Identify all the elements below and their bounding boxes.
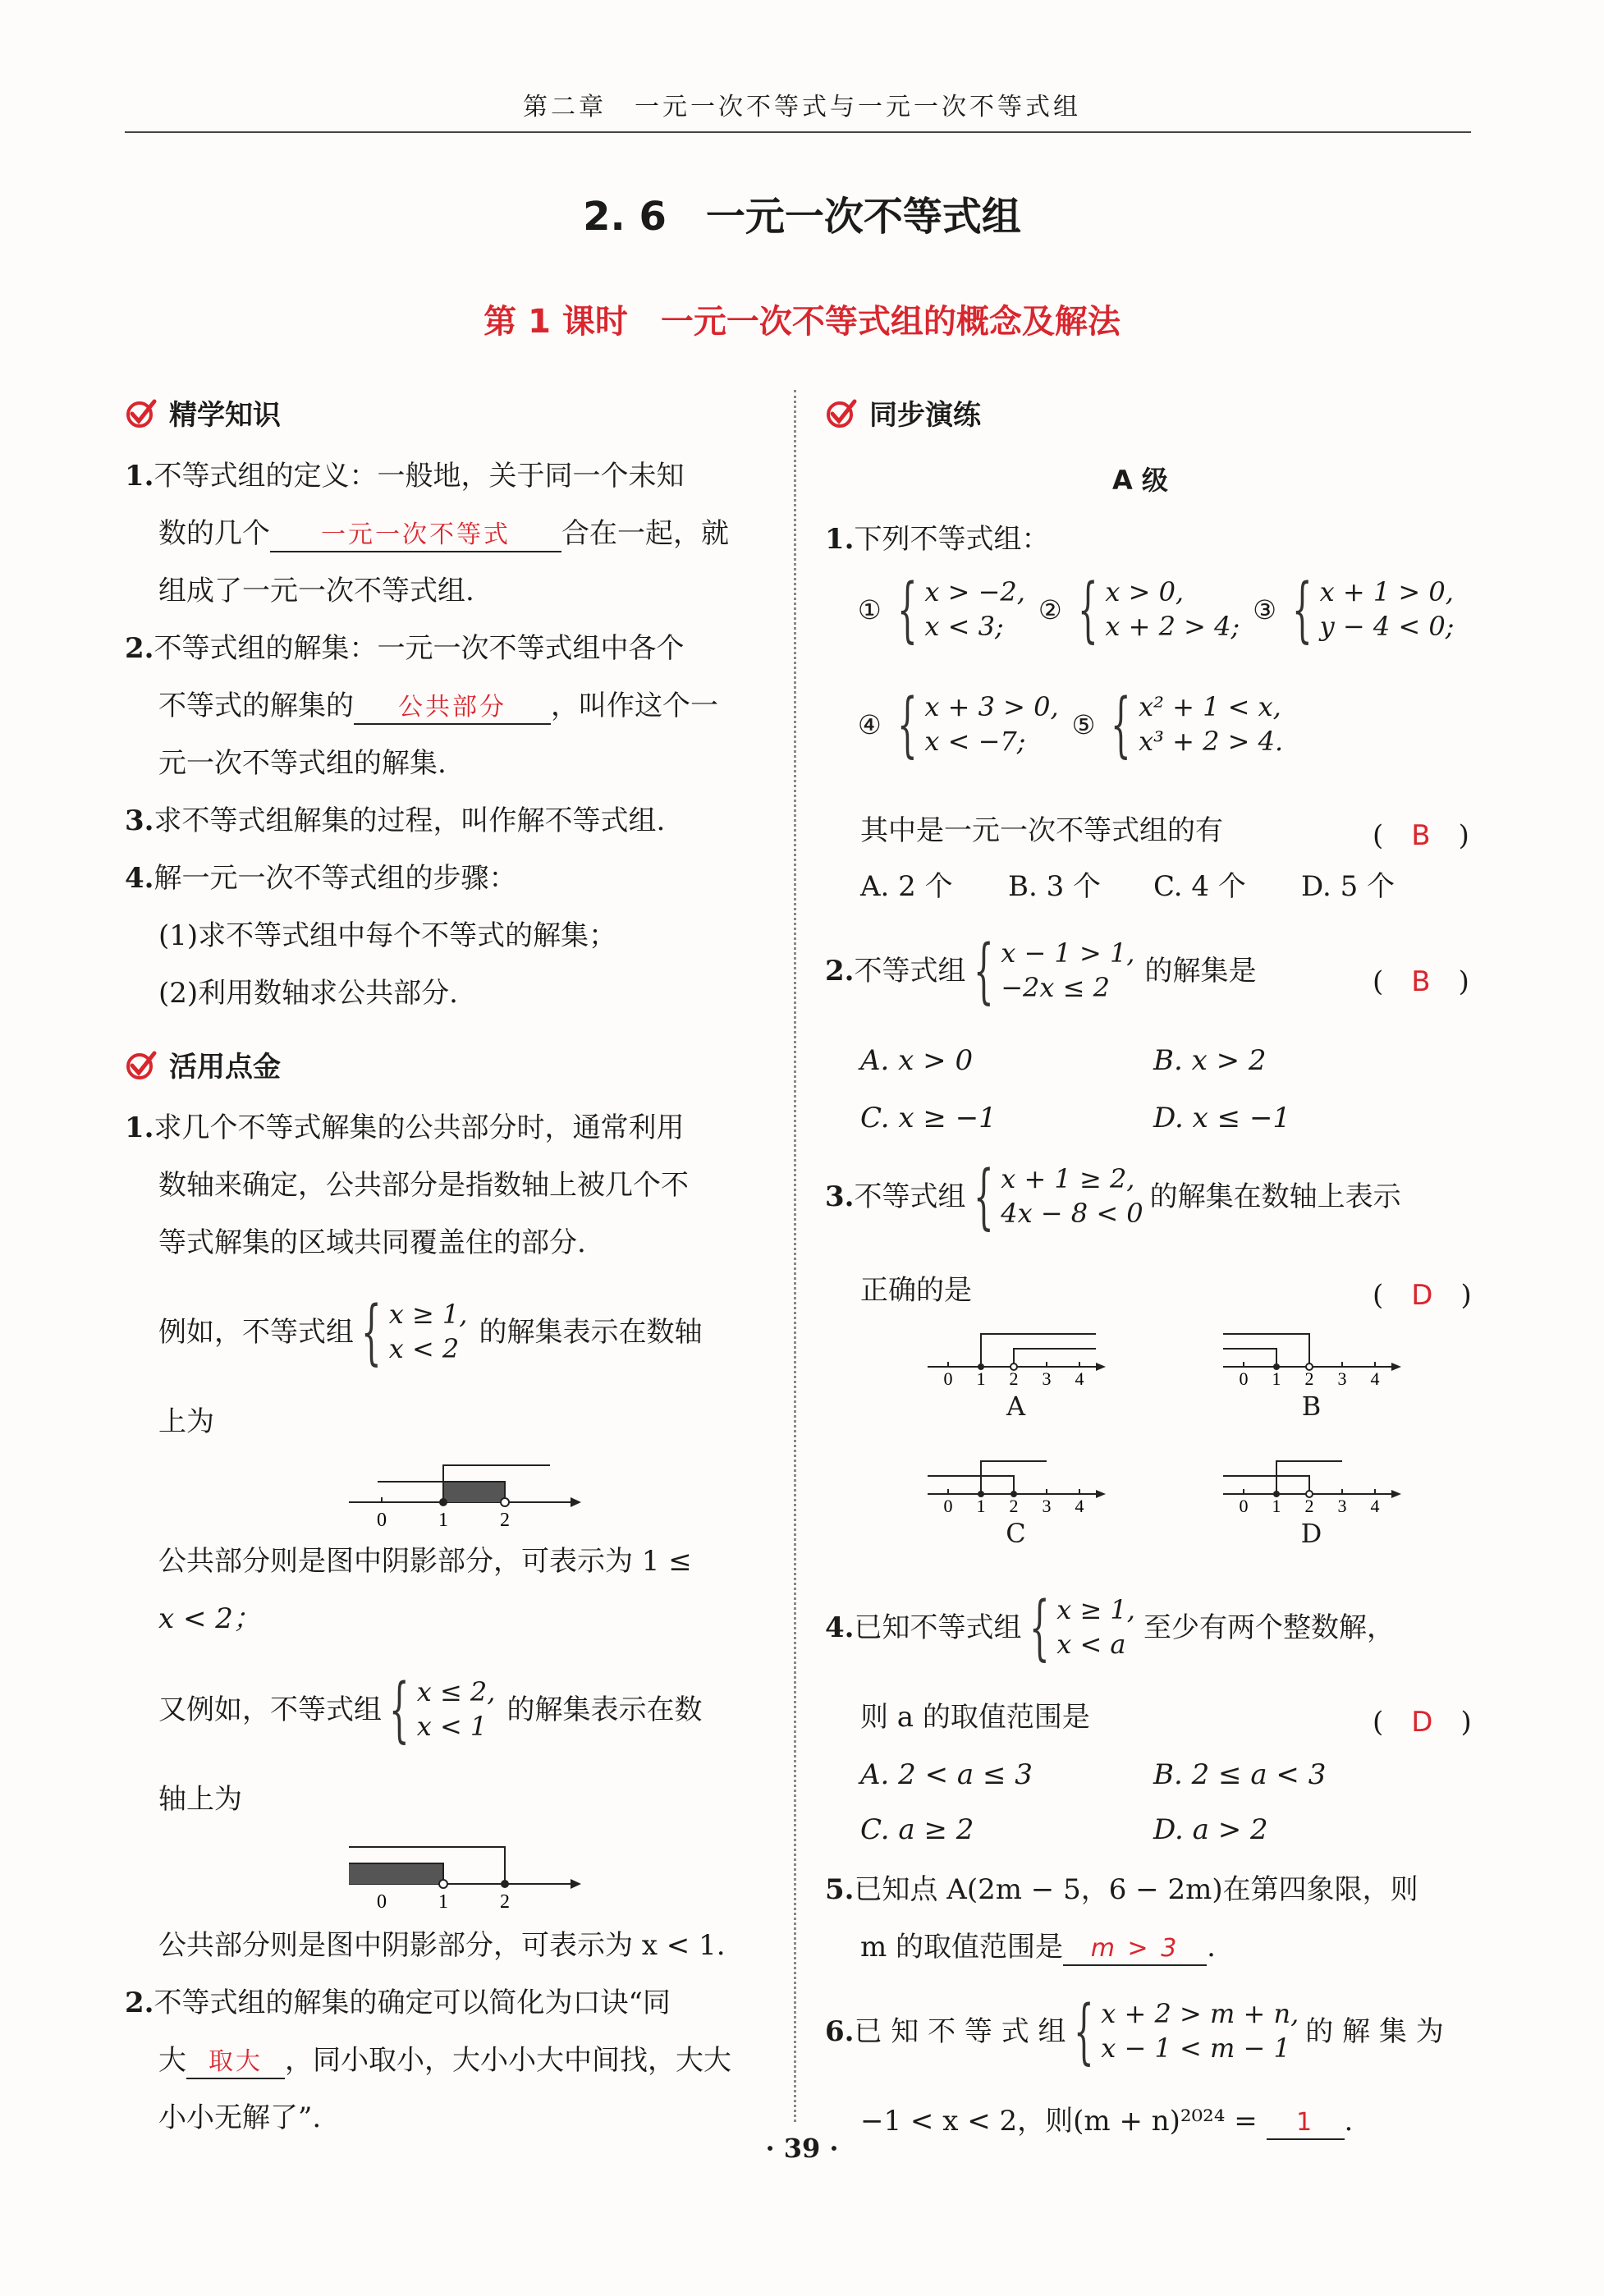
shaded-region	[349, 1863, 443, 1884]
apply-heading	[125, 1044, 281, 1084]
q3-number-line-d	[1219, 1453, 1404, 1515]
example2-number-line	[345, 1839, 583, 1913]
example1-result-a: 公共部分则是图中阴影部分，可表示为 1 ≤	[158, 1545, 692, 1578]
q3-line: 3. 不等式组 { x + 1 ≥ 2, 4x − 8 < 0 的解集在数轴上表示	[825, 1156, 1401, 1238]
axis-arrow	[571, 1497, 581, 1507]
example1-line: 例如，不等式组 { x ≥ 1, x < 2 的解集表示在数轴	[158, 1291, 703, 1373]
section-title: 2. 6 一元一次不等式组	[583, 194, 1021, 240]
q5-answer: m > 3	[1063, 1932, 1207, 1966]
chapter-header: 第二章 一元一次不等式与一元一次不等式组	[523, 93, 1081, 121]
example2-system: { x ≤ 2, x < 1	[389, 1669, 496, 1751]
q3-label-b: B	[1301, 1391, 1322, 1422]
q6-answer: 1	[1267, 2106, 1345, 2140]
a1-line3: 等式解集的区域共同覆盖住的部分.	[158, 1226, 586, 1259]
solid-point-2	[501, 1880, 509, 1888]
q3-label-d: D	[1300, 1518, 1322, 1549]
q4-option-a: A. 2 < a ≤ 3	[860, 1758, 1033, 1791]
q1-answer: B	[1411, 819, 1431, 852]
svg-text:4: 4	[1370, 1496, 1380, 1515]
q2-answer-paren: ( B )	[1373, 965, 1469, 998]
q1-line: 1.下列不等式组：	[825, 523, 1050, 556]
k4-step2: (2)利用数轴求公共部分.	[158, 977, 458, 1010]
level-label: A 级	[1112, 465, 1168, 496]
svg-text:2: 2	[1304, 1496, 1314, 1515]
q5-line2: m 的取值范围是 m > 3 .	[860, 1929, 1216, 1966]
k2-line3: 元一次不等式组的解集.	[158, 747, 447, 780]
svg-text:0: 0	[943, 1368, 953, 1387]
svg-text:0: 0	[943, 1496, 953, 1515]
q3-option-c-figure	[923, 1453, 1108, 1549]
q6-system: { x + 2 > m + n, x − 1 < m − 1	[1073, 1991, 1299, 2073]
a2-answer: 取大	[186, 2046, 285, 2079]
practice-heading	[825, 392, 981, 433]
q3-option-b-figure	[1219, 1326, 1404, 1422]
q4-option-c: C. a ≥ 2	[860, 1813, 974, 1846]
a1-line1: 1.求几个不等式解集的公共部分时，通常利用	[125, 1111, 685, 1144]
k2-line2: 不等式的解集的 公共部分 ，叫作这个一	[158, 688, 718, 725]
q1-systems-row2: ④ { x + 3 > 0, x < −7; ⑤ { x² + 1 < x, x³ + 2 > 4.	[858, 684, 1284, 766]
q3-ask: 正确的是	[860, 1274, 972, 1307]
q1-ask: 其中是一元一次不等式组的有	[860, 814, 1223, 847]
svg-text:3: 3	[1042, 1368, 1052, 1387]
hollow-point-1	[439, 1880, 447, 1888]
svg-text:2: 2	[1009, 1368, 1019, 1387]
k1-line2: 数的几个 一元一次不等式 合在一起，就	[158, 516, 729, 552]
q3-label-a: A	[1006, 1391, 1026, 1422]
lesson-title: 第 1 课时 一元一次不等式组的概念及解法	[483, 303, 1121, 341]
example2-result: 公共部分则是图中阴影部分，可表示为 x < 1.	[158, 1929, 726, 1962]
q1-answer-paren: ( B )	[1373, 819, 1469, 852]
check-icon	[125, 396, 158, 429]
q6-line1: 6. 已 知 不 等 式 组 { x + 2 > m + n, x − 1 < m − 1 的 解 集 为	[825, 1991, 1444, 2073]
q1-system-5: { x² + 1 < x, x³ + 2 > 4.	[1111, 684, 1284, 766]
q2-option-b: B. x > 2	[1153, 1044, 1267, 1077]
tick-label-1: 1	[438, 1510, 448, 1531]
q2-line: 2. 不等式组 { x − 1 > 1, −2x ≤ 2 的解集是	[825, 930, 1257, 1012]
example1-number-line	[345, 1457, 583, 1531]
header-rule	[125, 131, 1471, 133]
check-icon	[825, 396, 858, 429]
q2-option-a: A. x > 0	[860, 1044, 974, 1077]
example1-system: { x ≥ 1, x < 2	[361, 1291, 468, 1373]
a2-line1: 2.不等式组的解集的确定可以简化为口诀“同	[125, 1987, 671, 2019]
knowledge-title: 精学知识	[169, 399, 281, 432]
column-divider	[794, 390, 796, 2122]
q1-systems-row1: ① { x > −2, x < 3; ② { x > 0, x + 2 > 4; ③ { x + 1 > 0, y − 4 < 0;	[858, 569, 1455, 651]
q4-option-b: B. 2 ≤ a < 3	[1153, 1758, 1327, 1791]
axis-arrow	[571, 1879, 581, 1889]
svg-text:3: 3	[1042, 1496, 1052, 1515]
a1-line2: 数轴来确定，公共部分是指数轴上被几个不	[158, 1169, 689, 1202]
tick-label-2: 2	[500, 1891, 510, 1913]
q3-answer: D	[1411, 1279, 1433, 1312]
tick-label-1: 1	[438, 1891, 448, 1913]
q2-answer: B	[1411, 965, 1431, 998]
k2-answer: 公共部分	[354, 691, 551, 725]
q6-line2: −1 < x < 2，则(m + n)²⁰²⁴ = 1 .	[860, 2103, 1353, 2140]
apply-title: 活用点金	[169, 1051, 281, 1084]
knowledge-heading	[125, 392, 281, 433]
example1-result-b: x < 2；	[158, 1602, 261, 1635]
q1-system-1: { x > −2, x < 3;	[896, 569, 1025, 651]
svg-text:4: 4	[1075, 1368, 1084, 1387]
q3-number-line-c	[923, 1453, 1108, 1515]
svg-text:4: 4	[1075, 1496, 1084, 1515]
q3-option-a-figure	[923, 1326, 1108, 1422]
q1-option-a: A. 2 个	[860, 870, 953, 903]
k1-answer: 一元一次不等式	[270, 519, 561, 552]
k4-step1: (1)求不等式组中每个不等式的解集；	[158, 919, 617, 952]
q1-option-c: C. 4 个	[1153, 870, 1246, 903]
shaded-region	[443, 1482, 505, 1502]
q3-label-c: C	[1006, 1518, 1026, 1549]
svg-text:0: 0	[1239, 1496, 1249, 1515]
q3-option-d-figure	[1219, 1453, 1404, 1549]
svg-text:3: 3	[1337, 1368, 1347, 1387]
svg-text:4: 4	[1370, 1368, 1380, 1387]
svg-text:1: 1	[1272, 1368, 1281, 1387]
q3-number-line-b	[1219, 1326, 1404, 1387]
tick-label-0: 0	[377, 1891, 387, 1913]
q4-line: 4. 已知不等式组 { x ≥ 1, x < a 至少有两个整数解，	[825, 1587, 1395, 1669]
hollow-point-2	[501, 1498, 509, 1506]
q4-system: { x ≥ 1, x < a	[1029, 1587, 1135, 1669]
example2-on: 轴上为	[158, 1783, 242, 1816]
q2-system: { x − 1 > 1, −2x ≤ 2	[973, 930, 1135, 1012]
page-number: · 39 ·	[765, 2133, 839, 2164]
svg-text:0: 0	[1239, 1368, 1249, 1387]
k4-line: 4.解一元一次不等式组的步骤：	[125, 862, 517, 895]
q1-system-2: { x > 0, x + 2 > 4;	[1077, 569, 1240, 651]
k3-line: 3.求不等式组解集的过程，叫作解不等式组.	[125, 804, 666, 837]
k1-line1: 1.不等式组的定义：一般地，关于同一个未知	[125, 460, 685, 493]
svg-text:2: 2	[1304, 1368, 1314, 1387]
example2-line: 又例如，不等式组 { x ≤ 2, x < 1 的解集表示在数	[158, 1669, 703, 1751]
svg-text:1: 1	[976, 1368, 986, 1387]
q3-system: { x + 1 ≥ 2, 4x − 8 < 0	[973, 1156, 1143, 1238]
a2-line2: 大 取大 ，同小取小，大小小大中间找，大大	[158, 2042, 731, 2079]
q4-answer: D	[1411, 1706, 1433, 1739]
a2-line3: 小小无解了”.	[158, 2101, 322, 2134]
svg-text:2: 2	[1009, 1496, 1019, 1515]
q3-number-line-a	[923, 1326, 1108, 1387]
svg-text:3: 3	[1337, 1496, 1347, 1515]
q1-option-b: B. 3 个	[1008, 870, 1102, 903]
tick-label-2: 2	[500, 1510, 510, 1531]
q4-option-d: D. a > 2	[1153, 1813, 1268, 1846]
q4-ask: 则 a 的取值范围是	[860, 1701, 1090, 1734]
tick-label-0: 0	[377, 1510, 387, 1531]
q1-system-4: { x + 3 > 0, x < −7;	[896, 684, 1059, 766]
check-icon	[125, 1048, 158, 1081]
svg-text:1: 1	[1272, 1496, 1281, 1515]
q5-line1: 5.已知点 A(2m − 5，6 − 2m)在第四象限，则	[825, 1873, 1418, 1906]
q3-answer-paren: ( D )	[1373, 1279, 1472, 1312]
q4-answer-paren: ( D )	[1373, 1706, 1472, 1739]
svg-text:1: 1	[976, 1496, 986, 1515]
k1-line3: 组成了一元一次不等式组.	[158, 575, 474, 607]
example1-on: 上为	[158, 1405, 214, 1438]
q2-option-d: D. x ≤ −1	[1153, 1102, 1291, 1134]
solid-point-1	[439, 1498, 447, 1506]
q2-option-c: C. x ≥ −1	[860, 1102, 997, 1134]
practice-title: 同步演练	[869, 399, 981, 432]
q1-system-3: { x + 1 > 0, y − 4 < 0;	[1291, 569, 1455, 651]
k2-line1: 2.不等式组的解集：一元一次不等式组中各个	[125, 632, 685, 665]
q1-option-d: D. 5 个	[1301, 870, 1395, 903]
